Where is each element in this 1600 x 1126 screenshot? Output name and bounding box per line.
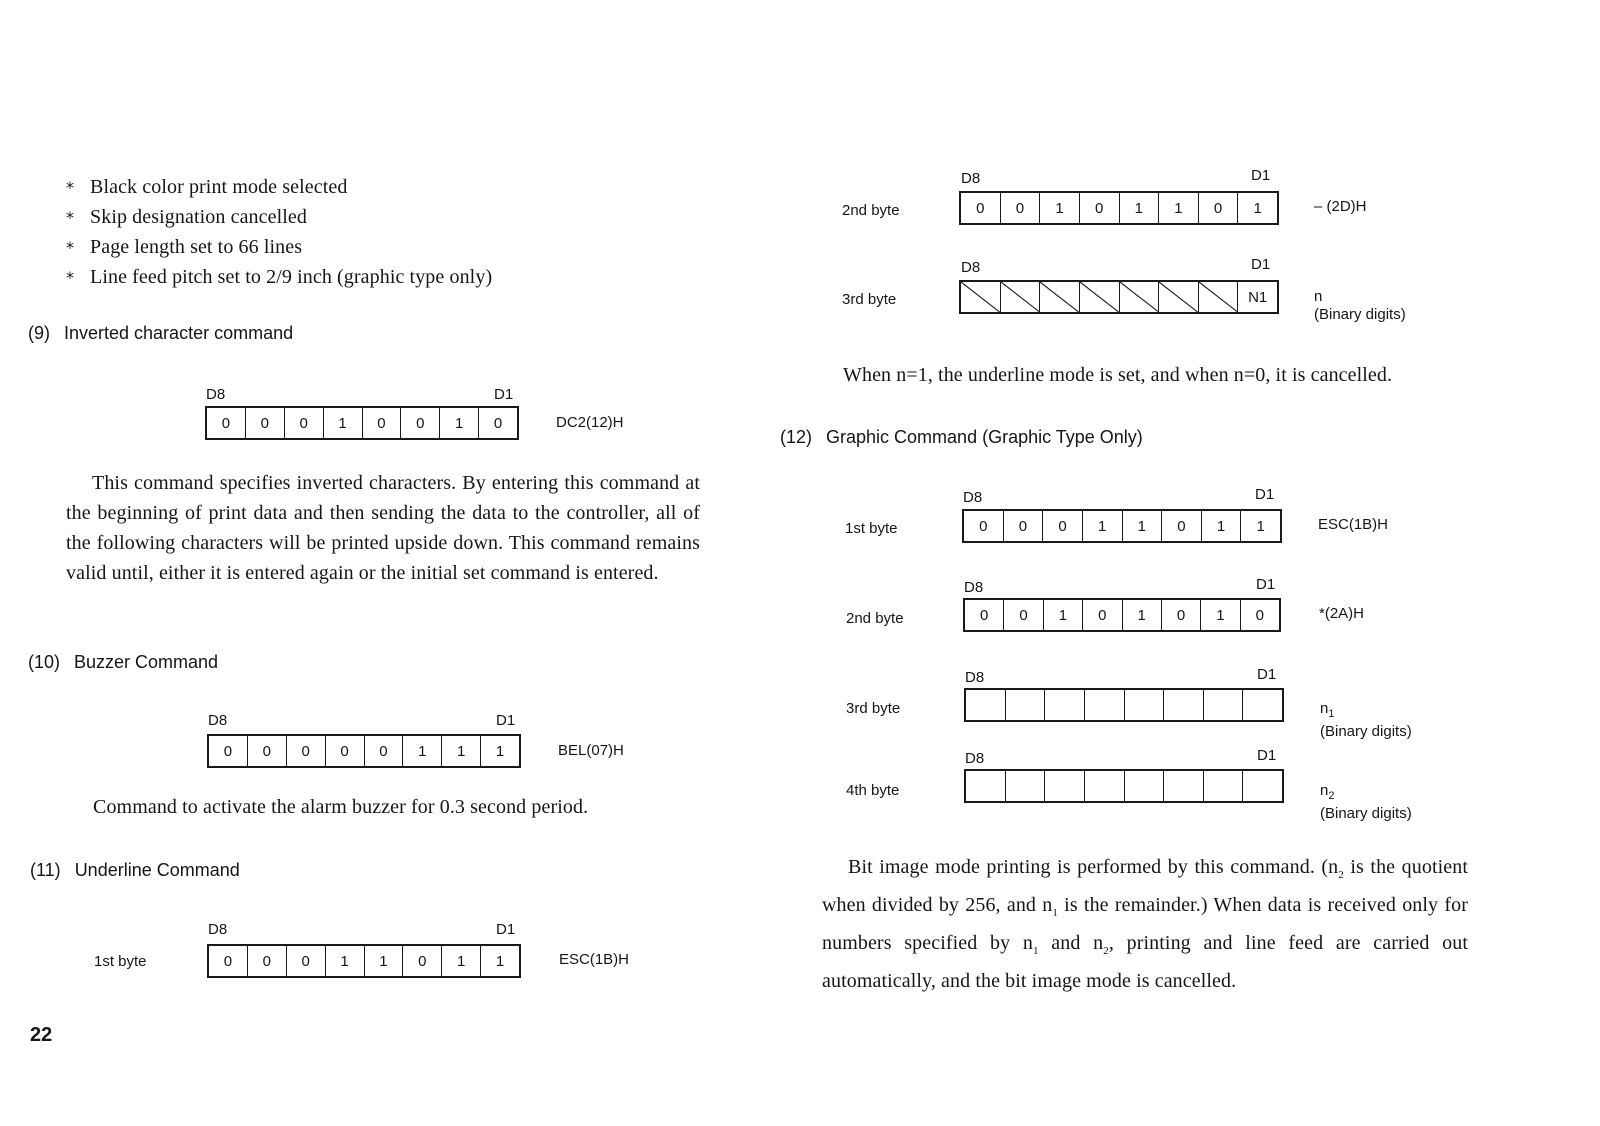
- empty-bit-cell: [1045, 690, 1085, 720]
- bit-cell: 1: [324, 408, 363, 438]
- bit-cell: 1: [1123, 511, 1163, 541]
- d1-label: D1: [1257, 666, 1277, 683]
- bit-cell: 0: [209, 736, 248, 766]
- empty-bit-cell: [1204, 771, 1244, 801]
- graphic-byte-2-register: [963, 598, 1281, 632]
- bit-cell: 0: [1199, 193, 1239, 223]
- bit-cell: 0: [1162, 511, 1202, 541]
- empty-bit-cell: [966, 771, 1006, 801]
- unused-bit-cell: [1001, 282, 1041, 312]
- underline-byte-2-code: – (2D)H: [1314, 198, 1367, 215]
- bit-cell: 1: [403, 736, 442, 766]
- bit-cell: 1: [495, 742, 505, 760]
- bit-cell: 1: [442, 736, 481, 766]
- list-item: * Skip designation cancelled: [66, 202, 492, 232]
- graphic-byte-4-register: [964, 769, 1284, 803]
- unused-bit-cell: [1120, 282, 1160, 312]
- d1-label: D1: [1255, 486, 1275, 503]
- bit-cell-n1: N1: [1248, 288, 1268, 306]
- bit-cell: 1: [495, 952, 505, 970]
- graphic-byte-3-code: $n_1$ (Binary digits): [1320, 700, 1412, 740]
- byte-label: 4th byte: [846, 782, 900, 799]
- d1-label: D1: [1251, 256, 1271, 273]
- unused-bit-cell: [1040, 282, 1080, 312]
- bit-cell: 0: [285, 408, 324, 438]
- empty-bit-cell: [1125, 771, 1165, 801]
- bit-cell: 0: [287, 946, 326, 976]
- bit-cell: 1: [1123, 600, 1162, 630]
- list-item: * Black color print mode selected: [66, 172, 492, 202]
- d8-label: D8: [965, 750, 985, 767]
- asterisk-bullet: *: [66, 238, 75, 257]
- bit-cell: 1: [1083, 511, 1123, 541]
- bit-cell: 0: [287, 736, 326, 766]
- unused-bit-cell: [1199, 282, 1239, 312]
- section-9-heading: (9) Inverted character command: [28, 323, 294, 343]
- underline-byte-3-code: n (Binary digits): [1314, 288, 1406, 323]
- section-11-byte-1-code: ESC(1B)H: [559, 951, 630, 968]
- empty-bit-cell: [1164, 690, 1204, 720]
- bit-cell: 1: [326, 946, 365, 976]
- d1-label: D1: [1257, 747, 1277, 764]
- byte-label: 1st byte: [845, 520, 898, 537]
- bit-cell: 1: [442, 946, 481, 976]
- bit-cell: 0: [964, 511, 1004, 541]
- underline-byte-2-register: [959, 191, 1279, 225]
- bit-cell: 1: [440, 408, 479, 438]
- bit-cell: 0: [493, 414, 503, 432]
- graphic-byte-1-code: ESC(1B)H: [1318, 516, 1389, 533]
- d1-label: D1: [1251, 167, 1271, 184]
- bit-cell: 0: [401, 408, 440, 438]
- unused-bit-cell: [1159, 282, 1199, 312]
- bit-cell: 0: [403, 946, 442, 976]
- reset-status-list: [66, 172, 492, 292]
- empty-bit-cell: [1006, 690, 1046, 720]
- bit-cell: 0: [363, 408, 402, 438]
- d1-label: D1: [496, 921, 516, 938]
- byte-label: 2nd byte: [846, 610, 904, 627]
- bit-cell: 1: [365, 946, 404, 976]
- bit-cell: 0: [1162, 600, 1201, 630]
- section-10-code: BEL(07)H: [558, 742, 624, 759]
- bit-cell: 0: [1004, 600, 1043, 630]
- section-11-heading: (11) Underline Command: [30, 860, 240, 880]
- bit-cell: 0: [1043, 511, 1083, 541]
- d1-label: D1: [496, 712, 516, 729]
- d8-label: D8: [963, 489, 983, 506]
- bit-cell: 0: [209, 946, 248, 976]
- empty-bit-cell: [1006, 771, 1046, 801]
- graphic-byte-2-code: *(2A)H: [1319, 605, 1365, 622]
- bit-cell: 0: [1080, 193, 1120, 223]
- section-10-heading: (10) Buzzer Command: [28, 652, 219, 672]
- empty-bit-cell: [1045, 771, 1085, 801]
- bit-cell: 1: [1159, 193, 1199, 223]
- bit-cell: 1: [1253, 199, 1262, 217]
- section-9-code: DC2(12)H: [556, 414, 624, 431]
- bit-cell: 1: [1201, 600, 1240, 630]
- bit-cell: 1: [1120, 193, 1160, 223]
- unused-bit-cell: [961, 282, 1001, 312]
- byte-label: 3rd byte: [842, 291, 897, 308]
- section-11-byte-1-register: [207, 944, 521, 978]
- empty-bit-cell: [1243, 771, 1282, 801]
- section-10-bit-register: [207, 734, 521, 768]
- byte-label: 2nd byte: [842, 202, 900, 219]
- empty-bit-cell: [1164, 771, 1204, 801]
- list-item: * Line feed pitch set to 2/9 inch (graphic type only): [66, 262, 492, 292]
- section-9-description: This command specifies inverted characters. By entering this command at the beginning of print data and then sending the data to the controller, all of the following characters will be printed upside down. This command remains valid until, either it is entered again or the initial set command is entered.: [66, 472, 700, 584]
- section-10-description: Command to activate the alarm buzzer for 0.3 second period.: [93, 796, 589, 818]
- d1-label: D1: [494, 386, 514, 403]
- underline-byte-3-register: [959, 280, 1279, 314]
- underline-description: When n=1, the underline mode is set, and when n=0, it is cancelled.: [843, 364, 1393, 386]
- empty-bit-cell: [1204, 690, 1244, 720]
- d8-label: D8: [961, 259, 981, 276]
- bit-cell: 0: [365, 736, 404, 766]
- bit-cell: 0: [248, 736, 287, 766]
- bit-cell: 0: [248, 946, 287, 976]
- bit-cell: 0: [207, 408, 246, 438]
- d8-label: D8: [964, 579, 984, 596]
- bit-cell: 1: [1202, 511, 1242, 541]
- graphic-byte-4-code: $n_2$ (Binary digits): [1320, 782, 1412, 822]
- empty-bit-cell: [966, 690, 1006, 720]
- asterisk-bullet: *: [66, 208, 75, 227]
- unused-bit-cell: [1080, 282, 1120, 312]
- d8-label: D8: [208, 712, 228, 729]
- d8-label: D8: [961, 170, 981, 187]
- bit-cell: 0: [246, 408, 285, 438]
- bit-cell: 0: [326, 736, 365, 766]
- byte-label: 1st byte: [94, 953, 147, 970]
- bit-cell: 1: [1256, 517, 1265, 535]
- d1-label: D1: [1256, 576, 1276, 593]
- bit-cell: 0: [1255, 606, 1264, 624]
- d8-label: D8: [965, 669, 985, 686]
- bit-cell: 0: [1083, 600, 1122, 630]
- bit-cell: 0: [965, 600, 1004, 630]
- empty-bit-cell: [1243, 690, 1282, 720]
- graphic-byte-3-register: [964, 688, 1284, 722]
- bit-cell: 0: [1004, 511, 1044, 541]
- asterisk-bullet: *: [66, 268, 75, 287]
- bit-cell: 0: [1001, 193, 1041, 223]
- graphic-byte-1-register: [962, 509, 1282, 543]
- list-item: * Page length set to 66 lines: [66, 232, 492, 262]
- d8-label: D8: [208, 921, 228, 938]
- byte-label: 3rd byte: [846, 700, 901, 717]
- bit-cell: 0: [961, 193, 1001, 223]
- empty-bit-cell: [1085, 690, 1125, 720]
- section-12-heading: (12) Graphic Command (Graphic Type Only): [780, 427, 1143, 447]
- section-9-bit-register: [205, 406, 519, 440]
- empty-bit-cell: [1125, 690, 1165, 720]
- bit-cell: 1: [1044, 600, 1083, 630]
- asterisk-bullet: *: [66, 178, 75, 197]
- d8-label: D8: [206, 386, 226, 403]
- bit-cell: 1: [1040, 193, 1080, 223]
- page-number: 22: [30, 1024, 53, 1046]
- section-12-description: Bit image mode printing is performed by this command. ($n_2$ is the quotient when divided by 256, and $n_1$ is the remainder.) When data is received only for numbers specified by $n_1$ and $n_2$, printing and line feed are carried out automatically, and the bit image mode is cancelled.: [822, 856, 1468, 992]
- empty-bit-cell: [1085, 771, 1125, 801]
